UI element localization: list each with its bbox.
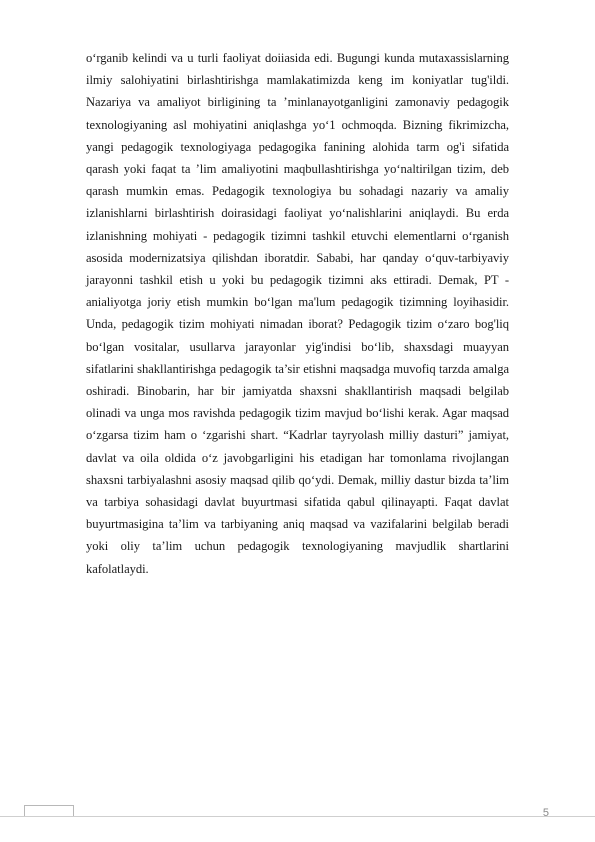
page-number: 5 <box>542 807 549 819</box>
footer-divider <box>0 816 595 817</box>
body-paragraph: o‘rganib kelindi va u turli faoliyat doiiasida edi. Bugungi kunda mutaxassislarning ilmiy salohiyatini birlashtirishga mamlakatimizda keng im koniyatlar tug'ildi. Nazariya va amaliyot birligining ta ’minlanayotganligini zamonaviy pedagogik texnologiyaning asl mohiyatini aniqlashga yo‘1 ochmoqda. Bizning fikrimizcha, yangi pedagogik texnologiyaga pedagogika fanining alohida tarm og'i sifatida qarash yoki faqat ta ’lim amaliyotini maqbullashtirishga yo‘naltirilgan tizim, deb qarash mumkin emas. Pedagogik texnologiya bu sohadagi nazariy va amaliy izlanishlarni birlashtirish doirasidagi faoliyat yo‘nalishlarini aniqlaydi. Bu erda izlanishning mohiyati - pedagogik tizimni tashkil etuvchi elementlarni o‘rganish asosida modernizatsiya qilishdan iboratdir. Sababi, har qanday o‘quv-tarbiyaviy jarayonni tashkil etish u yoki bu pedagogik tizimni aks ettiradi. Demak, PT - anialiyotga joriy etish mumkin bo‘lgan ma'lum pedagogik tizimning loyihasidir. Unda, pedagogik tizim mohiyati nimadan iborat? Pedagogik tizim o‘zaro bog'liq bo‘lgan vositalar, usullarva jarayonlar yig'indisi bo‘lib, shaxsdagi muayyan sifatlarini shakllantirishga pedagogik ta’sir etishni maqsadga muvofiq tarzda amalga oshiradi. Binobarin, har bir jamiyatda shaxsni shakllantirish maqsadi belgilab olinadi va unga mos ravishda pedagogik tizim mavjud bo‘lishi kerak. Agar maqsad o‘zgarsa tizim ham o ‘zgarishi shart. “Kadrlar tayryolash milliy dasturi” jamiyat, davlat va oila oldida o‘z javobgarligini his etadigan har tomonlama rivojlangan shaxsni tarbiyalashni asosiy maqsad qilib qo‘ydi. Demak, milliy dastur bizda ta’lim va tarbiya sohasidagi davlat buyurtmasi sifatida qabul qilinayapti. Faqat davlat buyurtmasigina ta’lim va tarbiyaning aniq maqsad va vazifalarini belgilab beradi yoki oliy ta’lim uchun pedagogik texnologiyaning mavjudlik shartlarini kafolatlaydi. <box>86 51 509 576</box>
